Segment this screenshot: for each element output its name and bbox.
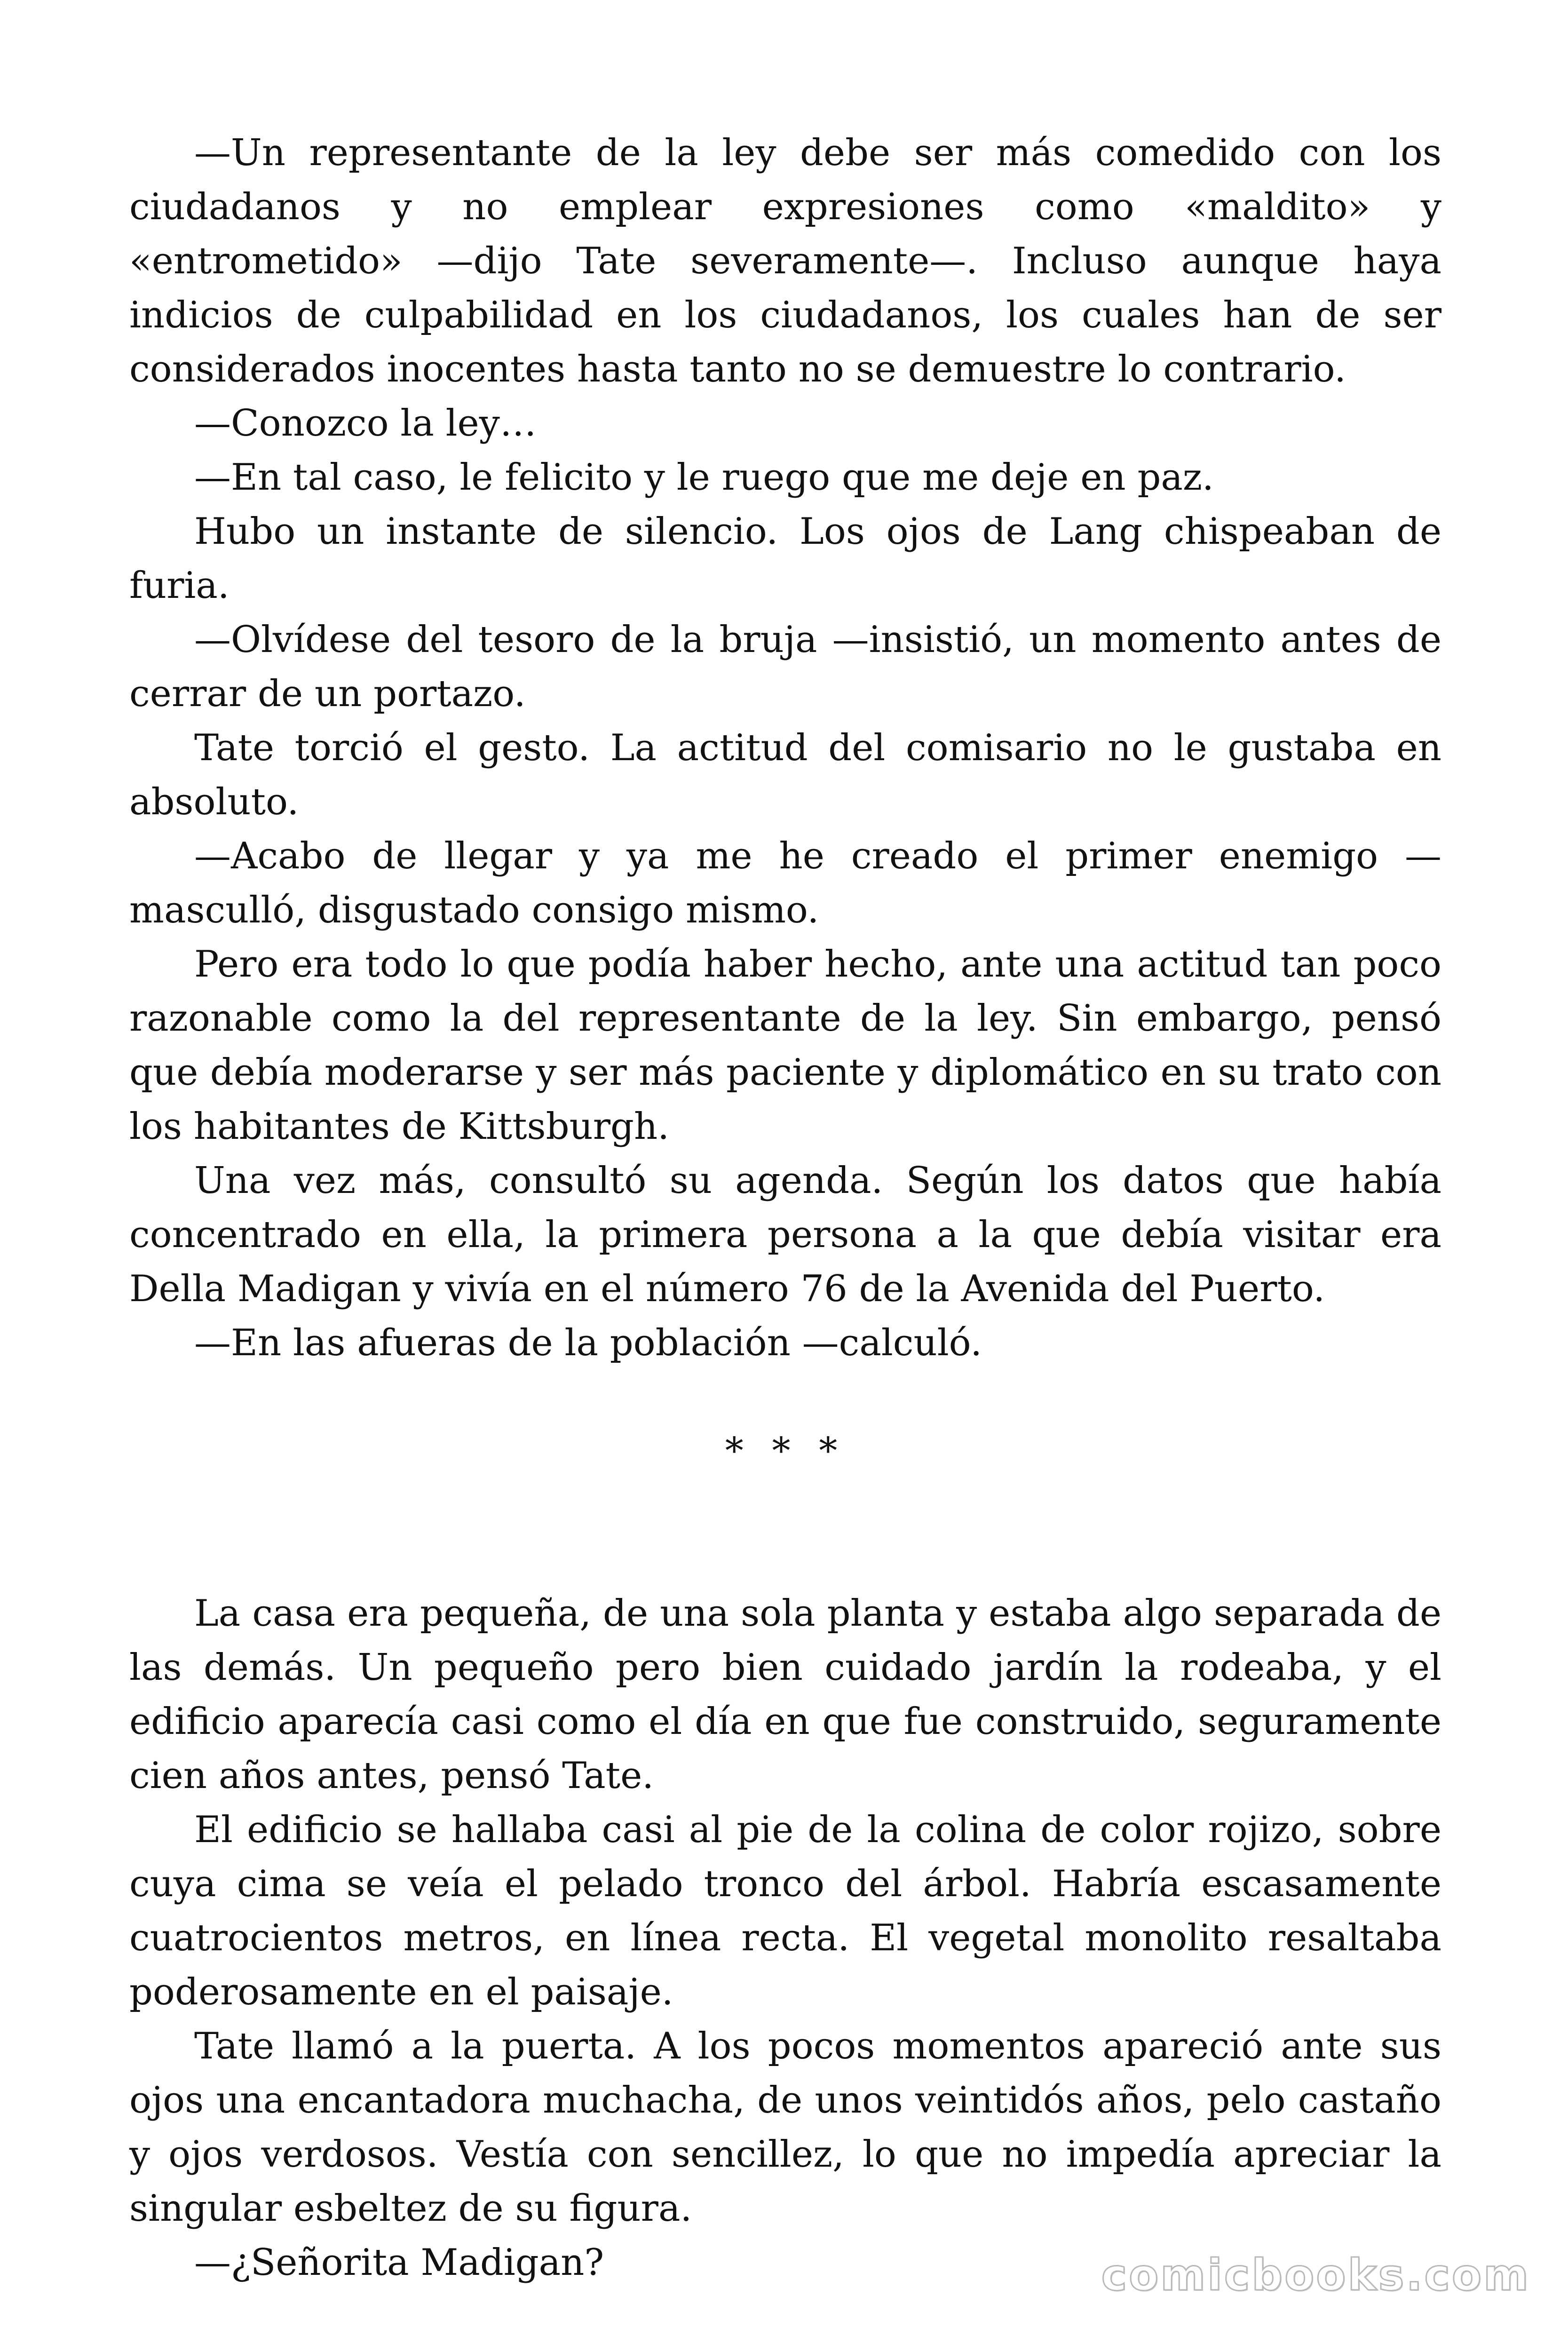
- paragraph: —Acabo de llegar y ya me he creado el primer enemigo — masculló, disgustado consigo mismo.: [129, 835, 1441, 931]
- paragraph: Tate llamó a la puerta. A los pocos momentos apareció ante sus ojos una encantadora muchacha, de unos veintidós años, pelo castaño y ojos verdosos. Vestía con sencillez, lo que no impedía apreciar la singular esbeltez de su figura.: [129, 2025, 1441, 2230]
- paragraph: —Un representante de la ley debe ser más comedido con los ciudadanos y no emplear expresiones como «maldito» y «entrometido» —dijo Tate severamente—. Incluso aunque haya indicios de culpabilidad en los ciudadanos, los cuales han de ser considerados inocentes hasta tanto no se demuestre lo contrario.: [129, 132, 1441, 390]
- paragraph: —En tal caso, le felicito y le ruego que me deje en paz.: [194, 456, 1214, 499]
- paragraph: Pero era todo lo que podía haber hecho, ante una actitud tan poco razonable como la del representante de la ley. Sin embargo, pensó que debía moderarse y ser más paciente y diplomático en su trato con los habitantes de Kittsburgh.: [129, 943, 1441, 1148]
- paragraph: La casa era pequeña, de una sola planta y estaba algo separada de las demás. Un pequeño pero bien cuidado jardín la rodeaba, y el edificio aparecía casi como el día en que fue construido, seguramente cien años antes, pensó Tate.: [129, 1592, 1441, 1797]
- paragraph: —Conozco la ley…: [194, 402, 537, 445]
- paragraph: Hubo un instante de silencio. Los ojos de Lang chispeaban de furia.: [129, 510, 1441, 607]
- paragraph: —¿Señorita Madigan?: [194, 2241, 604, 2284]
- book-page: [129, 126, 1441, 2290]
- section-separator: * * *: [725, 1430, 846, 1472]
- paragraph: El edificio se hallaba casi al pie de la colina de color rojizo, sobre cuya cima se veía el pelado tronco del árbol. Habría escasamente cuatrocientos metros, en línea recta. El vegetal monolito resaltaba poderosamente en el paisaje.: [129, 1809, 1441, 2013]
- paragraph: —En las afueras de la población —calculó.: [194, 1322, 982, 1364]
- paragraph: —Olvídese del tesoro de la bruja —insistió, un momento antes de cerrar de un portazo.: [129, 619, 1441, 715]
- paragraph: Una vez más, consultó su agenda. Según los datos que había concentrado en ella, la primera persona a la que debía visitar era Della Madigan y vivía en el número 76 de la Avenida del Puerto.: [129, 1160, 1441, 1310]
- site-watermark: comicbooks.com: [1101, 2250, 1530, 2300]
- paragraph: Tate torció el gesto. La actitud del comisario no le gustaba en absoluto.: [129, 727, 1441, 823]
